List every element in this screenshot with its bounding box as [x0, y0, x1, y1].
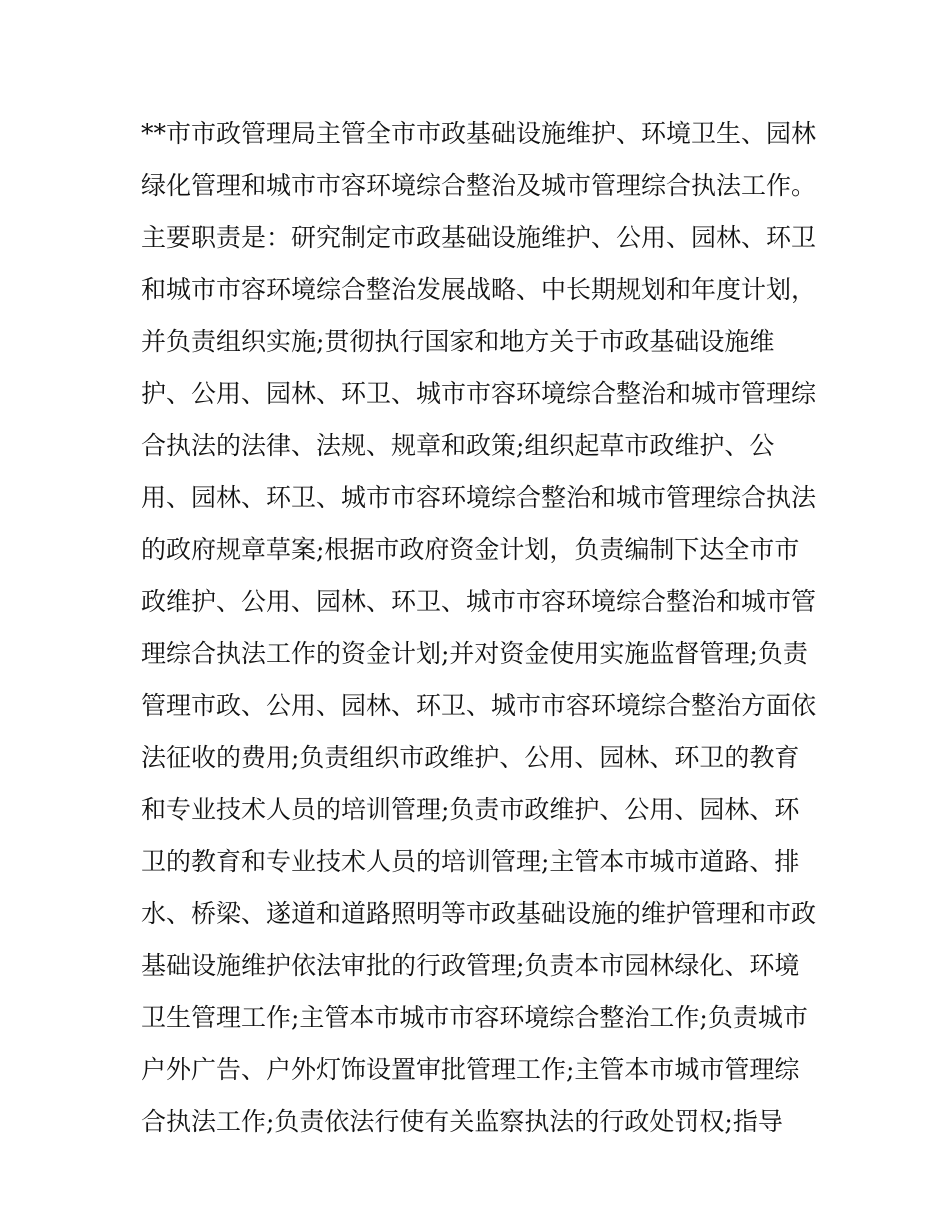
- text-line: 并负责组织实施;贯彻执行国家和地方关于市政基础设施维: [141, 327, 775, 356]
- text-line: 绿化管理和城市市容环境综合整治及城市管理综合执法工作。: [141, 171, 817, 200]
- text-line: 的政府规章草案;根据市政府资金计划，负责编制下达全市市: [141, 535, 800, 564]
- text-line: 卫生管理工作;主管本市城市市容环境综合整治工作;负责城市: [141, 1003, 808, 1032]
- text-line: 基础设施维护依法审批的行政管理;负责本市园林绿化、环境: [141, 951, 800, 980]
- text-line: 合执法的法律、法规、规章和政策;组织起草市政维护、公: [141, 431, 775, 460]
- text-line: 主要职责是：研究制定市政基础设施维护、公用、园林、环卫: [141, 223, 817, 252]
- body-text: [141, 108, 841, 1148]
- text-line: **市市政管理局主管全市市政基础设施维护、环境卫生、园林: [141, 119, 817, 148]
- text-line: 管理市政、公用、园林、环卫、城市市容环境综合整治方面依: [141, 691, 817, 720]
- text-line: 和专业技术人员的培训管理;负责市政维护、公用、园林、环: [141, 795, 800, 824]
- text-line: 护、公用、园林、环卫、城市市容环境综合整治和城市管理综: [141, 379, 817, 408]
- text-line: 水、桥梁、遂道和道路照明等市政基础设施的维护管理和市政: [141, 899, 817, 928]
- text-line: 卫的教育和专业技术人员的培训管理;主管本市城市道路、排: [141, 847, 800, 876]
- text-line: 政维护、公用、园林、环卫、城市市容环境综合整治和城市管: [141, 587, 817, 616]
- text-line: 理综合执法工作的资金计划;并对资金使用实施监督管理;负责: [141, 639, 808, 668]
- text-line: 用、园林、环卫、城市市容环境综合整治和城市管理综合执法: [141, 483, 817, 512]
- text-line: 合执法工作;负责依法行使有关监察执法的行政处罚权;指导: [141, 1107, 783, 1136]
- text-line: 和城市市容环境综合整治发展战略、中长期规划和年度计划，: [141, 275, 817, 304]
- text-line: 法征收的费用;负责组织市政维护、公用、园林、环卫的教育: [141, 743, 800, 772]
- text-line: 户外广告、户外灯饰设置审批管理工作;主管本市城市管理综: [141, 1055, 800, 1084]
